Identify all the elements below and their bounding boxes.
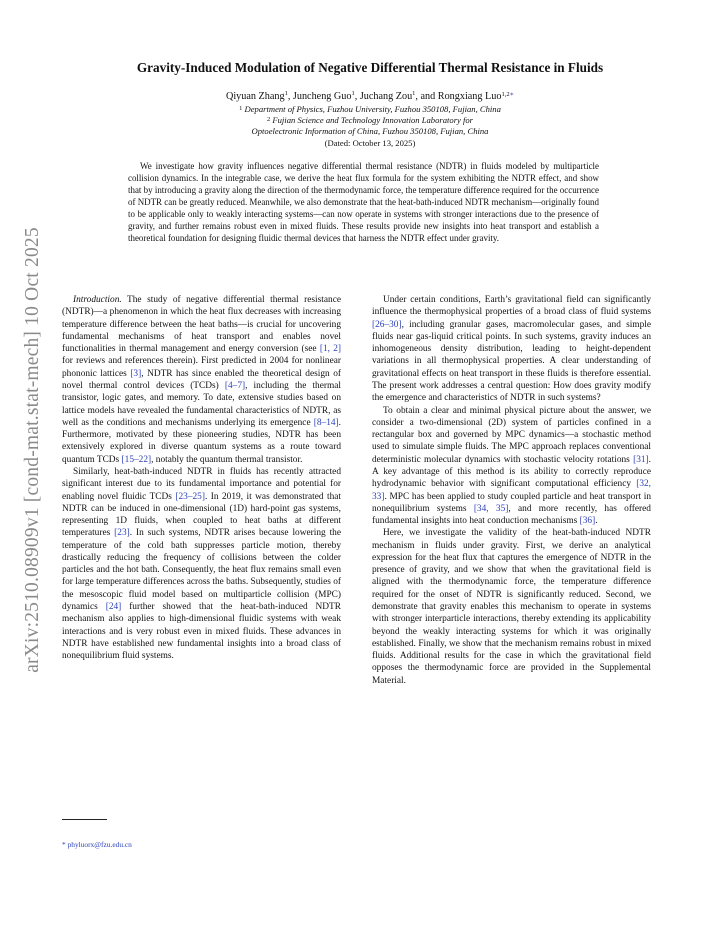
citation-link[interactable]: [15–22] <box>121 454 152 465</box>
citation-link[interactable]: [26–30] <box>372 319 402 330</box>
citation-link[interactable]: [34, 35] <box>473 503 509 514</box>
affiliation-2: $^2$ Fujian Science and Technology Innovation Laboratory for <box>266 115 474 125</box>
citation-link[interactable]: [1, 2] <box>319 344 341 355</box>
author-list: Qiyuan Zhang$^1$, Juncheng Guo$^1$, Juchang Zou$^1$, and Rongxiang Luo$^{1,2∗}$ <box>225 90 514 102</box>
body-paragraph-2: To obtain a clear and minimal physical picture about the answer, we consider a two-dimensional (2D) system of particles confined in a rectangular box and governed by MPC dynamics—a stochastic method used to simulate simple fluids. The MPC approach replaces conventional deterministic molecular dynamics with stochastic velocity rotations [31]. A key advantage of this method is its ability to correctly reproduce hydrodynamic behavior with significant computational efficiency [32, 33]. MPC has been applied to study coupled particle and heat transport in nonequilibrium systems [34, 35], and more recently, has offered fundamental insights into heat conduction mechanisms [36]. <box>372 405 651 527</box>
citation-link[interactable]: [31] <box>633 454 649 465</box>
abstract: We investigate how gravity influences negative differential thermal resistance (NDTR) in fluids modeled by multiparticle collision dynamics. In the integrable case, we derive the heat flux formula for the system exhibiting the NDTR effect, and show that by introducing a gravity along the direction of the thermodynamic force, the temperature difference required for the occurrence of NDTR can be greatly reduced. Meanwhile, we also demonstrate that the heat-bath-induced NDTR mechanism—originally found to be applicable only to weakly interacting systems—can now operate in systems with stronger interactions due to the presence of gravity, and further remains robust even in mixed fluids. These results provide new insights into heat transport and establish a theoretical foundation for designing fluidic thermal devices that harness the NDTR effect under gravity. <box>128 161 599 244</box>
citation-link[interactable]: [24] <box>105 602 122 613</box>
arxiv-identifier: arXiv:2510.08909v1 [cond-mat.stat-mech] 10 Oct 2025 <box>22 227 43 673</box>
arxiv-sidebar-stamp <box>18 190 48 710</box>
intro-paragraph-1: Introduction. The study of negative differential thermal resistance (NDTR)—a phenomenon in which the heat flux decreases with increasing temperature difference between the heat baths—is crucial for uncovering fundamental mechanisms of heat transport and enables novel functionalities in thermal management and energy conversion (see [1, 2] for reviews and references therein). First predicted in 2004 for nonlinear phononic lattices [3], NDTR has since enabled the theoretical design of novel thermal control devices (TCDs) [4–7], including the thermal transistor, logic gates, and memory. To date, extensive studies based on lattice models have revealed the fundamental characteristics of NDTR, as well as the conditions and mechanisms underlying its emergence [8–14]. Furthermore, motivated by these pioneering studies, NDTR has been extensively explored in diverse quantum systems as a route toward quantum TCDs [15–22], notably the quantum thermal transistor. <box>62 295 342 465</box>
citation-link[interactable]: [32, 33] <box>372 479 651 502</box>
citation-link[interactable]: [23] <box>114 528 130 539</box>
email-link[interactable]: phyluorx@fzu.edu.cn <box>67 840 132 849</box>
citation-link[interactable]: [4–7] <box>224 380 246 391</box>
body-paragraph-1: Under certain conditions, Earth’s gravitational field can significantly influence the thermophysical properties of a broad class of fluid systems [26–30], including granular gases, macromolecular gases, and simple fluids near gas-liquid critical points. In such systems, gravity induces an inhomogeneous density distribution, leading to height-dependent variations in all thermophysical properties. A clear understanding of gravitational effects on heat transport in these fluids is therefore essential. The present work addresses a central question: How does gravity modify the emergence and characteristics of NDTR in such systems? <box>372 295 651 404</box>
citation-link[interactable]: [8–14] <box>313 417 339 428</box>
affiliation-2-cont: Optoelectronic Information of China, Fuzhou 350108, Fujian, China <box>251 126 489 136</box>
citation-link[interactable]: [3] <box>130 368 142 379</box>
body-paragraph-3: Here, we investigate the validity of the heat-bath-induced NDTR mechanism in fluids under gravity. First, we derive an analytical expression for the heat flux that captures the emergence of NDTR in the presence of gravity, and we show that when the gravitational field is aligned with the thermodynamic force, the temperature difference required for the onset of NDTR is significantly reduced. Second, we demonstrate that gravity enables this mechanism to operate in systems with stronger interparticle interactions, thereby extending its applicability beyond the weakly interacting systems for which it was originally established. Finally, we show that the mechanism remains robust in mixed fluids. Additional results for the case in which the gravitational field opposes the thermodynamic force are provided in the Supplemental Material. <box>372 528 651 686</box>
right-column <box>372 294 651 687</box>
affiliation-1: $^1$ Department of Physics, Fuzhou University, Fuzhou 350108, Fujian, China <box>239 104 501 114</box>
footnote-rule <box>62 819 107 820</box>
footnote-mark: * <box>62 840 66 849</box>
citation-link[interactable]: [23–25] <box>175 491 205 502</box>
intro-paragraph-2: Similarly, heat-bath-induced NDTR in fluids has recently attracted significant interest due to its fundamental importance and potential for enabling novel fluidic TCDs [23–25]. In 2019, it was demonstrated that NDTR can be induced in one-dimensional (1D) hard-point gas systems, representing 1D fluids, when coupled to heat baths at different temperatures [23]. In such systems, NDTR arises because lowering the temperature of the cold bath suppresses particle motion, thereby drastically reducing the frequency of collisions between the colder particles and the hot bath. Consequently, the heat flux remains small even for large temperature differences across the baths. Subsequently, studies of the mesoscopic fluid model based on multiparticle collision (MPC) dynamics [24] further showed that the heat-bath-induced NDTR mechanism also applies to high-dimensional fluidic systems with weak interactions and is very robust even in mixed fluids. These advances in NDTR have established new fundamental insights into a broad class of nonequilibrium fluid systems. <box>62 466 342 662</box>
left-column <box>62 294 341 662</box>
paper-title: Gravity-Induced Modulation of Negative Differential Thermal Resistance in Fluids <box>136 60 604 75</box>
citation-link[interactable]: [36] <box>579 516 596 527</box>
dated-line: (Dated: October 13, 2025) <box>324 138 416 148</box>
footnote <box>62 840 132 849</box>
